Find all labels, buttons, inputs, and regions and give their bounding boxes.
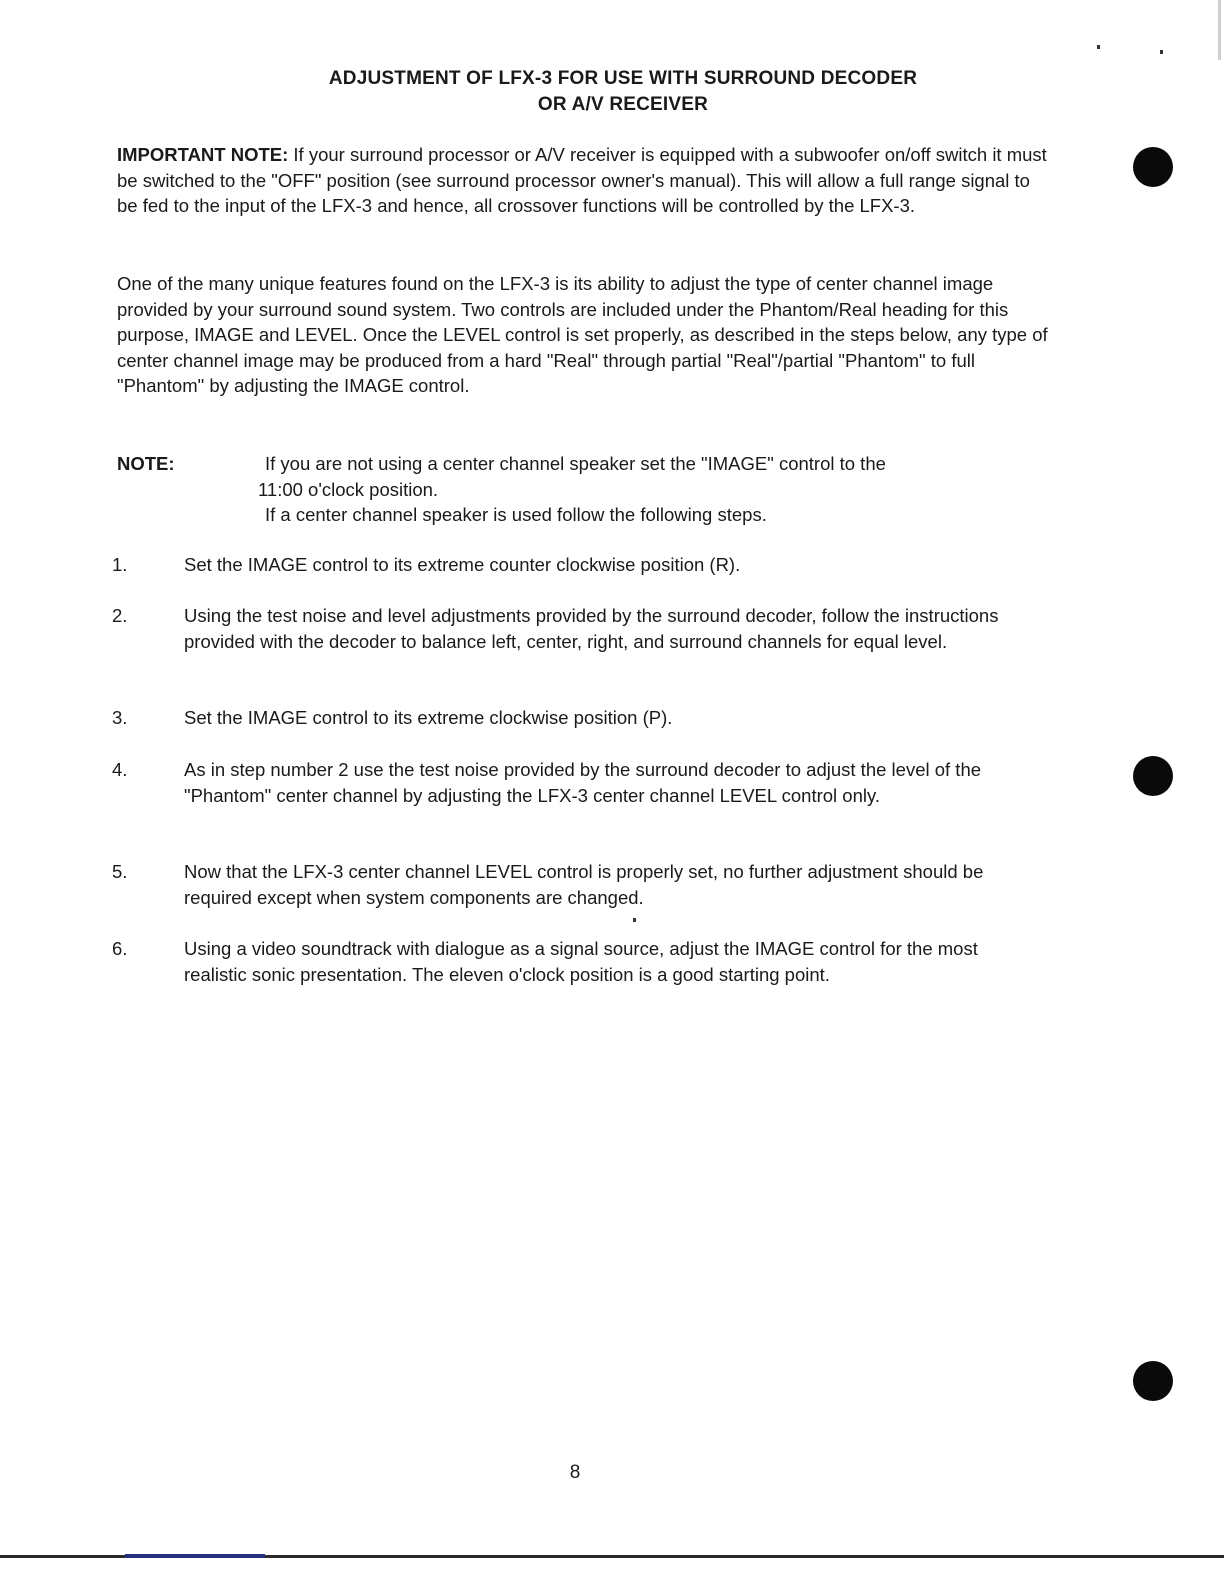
- title-line-1: ADJUSTMENT OF LFX-3 FOR USE WITH SURROUND DECODER: [328, 68, 918, 89]
- scan-speck: [1097, 45, 1100, 49]
- step-text: Set the IMAGE control to its extreme clockwise position (P).: [184, 707, 673, 728]
- punch-hole-icon: [1133, 1361, 1173, 1401]
- note-label: NOTE:: [117, 453, 175, 474]
- scan-bottom-accent: [125, 1554, 265, 1558]
- scan-speck: [1160, 50, 1163, 54]
- step-text: As in step number 2 use the test noise provided by the surround decoder to adjust the level of the "Phantom" center channel by adjusting the LFX-3 center channel LEVEL control only.: [184, 759, 982, 806]
- note-line-1: If you are not using a center channel speaker set the "IMAGE" control to the: [265, 453, 886, 474]
- step-text: Using the test noise and level adjustments provided by the surround decoder, follow the instructions provided with the decoder to balance left, center, right, and surround channels for equal level.: [184, 605, 999, 652]
- step-number: 5.: [112, 861, 128, 882]
- step-number: 1.: [112, 554, 128, 575]
- step-number: 6.: [112, 938, 128, 959]
- step-text: Set the IMAGE control to its extreme counter clockwise position (R).: [184, 554, 741, 575]
- step-number: 2.: [112, 605, 128, 626]
- important-note-paragraph: [117, 142, 1052, 219]
- step-text: Using a video soundtrack with dialogue as a signal source, adjust the IMAGE control for the most realistic sonic presentation. The eleven o'clock position is a good starting point.: [184, 938, 978, 985]
- punch-hole-icon: [1133, 756, 1173, 796]
- note-line-2: 11:00 o'clock position.: [258, 478, 439, 500]
- intro-paragraph: One of the many unique features found on the LFX-3 is its ability to adjust the type of center channel image provided by your surround sound system. Two controls are included under the Phantom/Real heading for this purpose, IMAGE and LEVEL. Once the LEVEL control is set properly, as described in the steps below, any type of center channel image may be produced from a hard "Real" through partial "Real"/partial "Phantom" to full "Phantom" by adjusting the IMAGE control.: [117, 273, 1048, 397]
- step-number: 4.: [112, 759, 128, 780]
- important-note-label: IMPORTANT NOTE:: [117, 144, 289, 165]
- note-line-3: If a center channel speaker is used follow the following steps.: [265, 504, 767, 526]
- scan-edge: [1218, 0, 1221, 60]
- scan-speck: [633, 918, 636, 922]
- important-note-text: If your surround processor or A/V receiver is equipped with a subwoofer on/off switch it must be switched to the "OFF" position (see surround processor owner's manual). This will allow a full range signal to be fed to the input of the LFX-3 and hence, all crossover functions will be controlled by the LFX-3.: [117, 144, 1047, 217]
- page-title: [0, 66, 1224, 118]
- page-number: 8: [569, 1462, 581, 1483]
- note-body: [258, 451, 1048, 528]
- title-line-2: OR A/V RECEIVER: [537, 94, 709, 115]
- step-number: 3.: [112, 707, 128, 728]
- step-text: Now that the LFX-3 center channel LEVEL control is properly set, no further adjustment should be required except when system components are changed.: [184, 861, 984, 908]
- punch-hole-icon: [1133, 147, 1173, 187]
